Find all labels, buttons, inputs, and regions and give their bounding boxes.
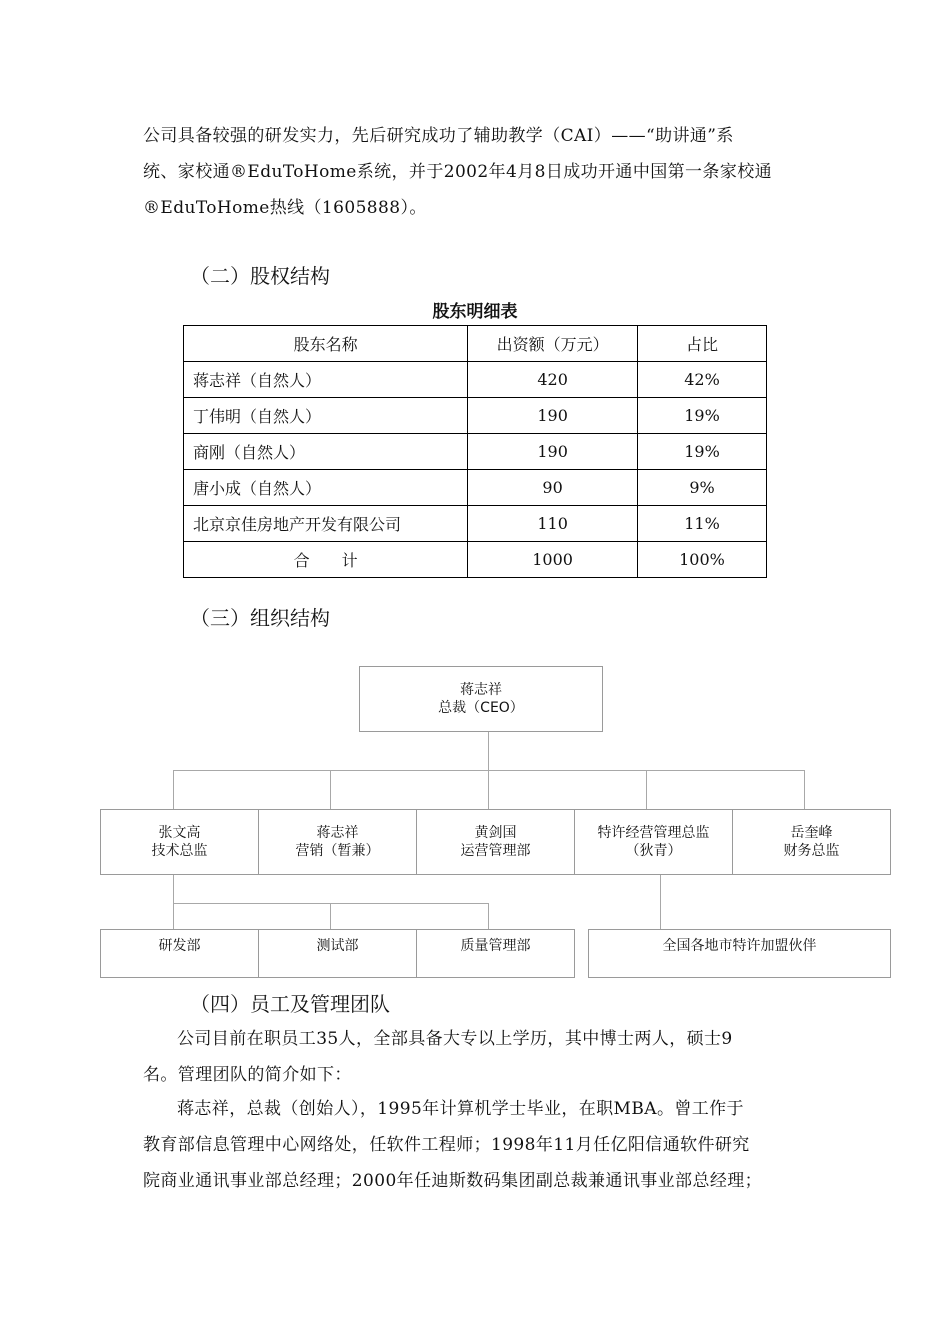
org-box-label: 研发部 xyxy=(158,938,201,954)
table-title: 股东明细表 xyxy=(432,302,518,322)
shareholder-name: 唐小成（自然人） xyxy=(184,470,468,506)
connector-line xyxy=(330,903,331,929)
column-header-ratio: 占比 xyxy=(638,326,767,362)
shareholder-ratio: 42% xyxy=(638,362,767,398)
shareholder-amount: 420 xyxy=(468,362,638,398)
shareholder-name: 商刚（自然人） xyxy=(184,434,468,470)
shareholder-amount: 90 xyxy=(468,470,638,506)
table-total-row xyxy=(184,542,767,578)
intro-line-2: 统、家校通®EduToHome系统，并于2002年4月8日成功开通中国第一条家校通 xyxy=(143,162,773,182)
table-row xyxy=(184,470,767,506)
connector-line xyxy=(173,770,805,771)
total-ratio: 100% xyxy=(638,542,767,578)
table-header-row xyxy=(184,326,767,362)
shareholder-name: 蒋志祥（自然人） xyxy=(184,362,468,398)
connector-line xyxy=(488,731,489,770)
org-box-name: 岳奎峰 xyxy=(790,825,833,841)
column-header-name: 股东名称 xyxy=(184,326,468,362)
connector-line xyxy=(804,770,805,809)
team-p1-line-2: 名。管理团队的简介如下： xyxy=(143,1065,352,1085)
team-paragraph-1 xyxy=(143,1021,815,1093)
org-box-name: 蒋志祥 xyxy=(460,682,502,698)
connector-line xyxy=(488,903,489,929)
connector-line xyxy=(173,903,489,904)
org-box-level2 xyxy=(100,809,259,875)
total-amount: 1000 xyxy=(468,542,638,578)
shareholder-name: 北京京佳房地产开发有限公司 xyxy=(184,506,468,542)
table-row xyxy=(184,506,767,542)
connector-line xyxy=(646,770,647,809)
shareholder-amount: 190 xyxy=(468,398,638,434)
org-box-level2 xyxy=(574,809,733,875)
org-box-level2 xyxy=(416,809,575,875)
table-row xyxy=(184,398,767,434)
connector-line xyxy=(173,874,174,929)
shareholder-table xyxy=(183,325,767,578)
org-box-title: 营销（暂兼） xyxy=(295,843,380,859)
intro-line-3: ®EduToHome热线（1605888）。 xyxy=(143,198,427,218)
team-p2-line-1: 蒋志祥，总裁（创始人），1995年计算机学士毕业，在职MBA。曾工作于 xyxy=(177,1099,744,1119)
org-box-name: 张文高 xyxy=(158,825,201,841)
shareholder-ratio: 9% xyxy=(638,470,767,506)
shareholder-ratio: 19% xyxy=(638,434,767,470)
org-box-label: 测试部 xyxy=(316,938,359,954)
org-box-dept xyxy=(416,929,575,978)
org-box-title: 财务总监 xyxy=(783,843,840,859)
team-p1-line-1: 公司目前在职员工35人，全部具备大专以上学历，其中博士两人，硕士9 xyxy=(177,1029,733,1049)
org-box-level2 xyxy=(732,809,891,875)
team-paragraph-2 xyxy=(143,1091,815,1199)
shareholder-amount: 110 xyxy=(468,506,638,542)
org-box-franchise xyxy=(588,929,891,978)
connector-line xyxy=(330,770,331,809)
org-box-title: 运营管理部 xyxy=(460,843,531,859)
connector-line xyxy=(488,770,489,809)
shareholder-ratio: 11% xyxy=(638,506,767,542)
org-box-name: 黄剑国 xyxy=(474,825,517,841)
org-box-name: 特许经营管理总监 xyxy=(597,825,710,841)
table-row xyxy=(184,362,767,398)
org-box-level2 xyxy=(258,809,417,875)
shareholder-amount: 190 xyxy=(468,434,638,470)
total-label: 合 计 xyxy=(184,542,468,578)
org-box-label: 全国各地市特许加盟伙伴 xyxy=(662,938,817,954)
org-box-title: 总裁（CEO） xyxy=(438,700,524,716)
section-heading-team: （四）员工及管理团队 xyxy=(190,992,390,1016)
org-box-dept xyxy=(258,929,417,978)
shareholder-ratio: 19% xyxy=(638,398,767,434)
intro-paragraph xyxy=(143,118,815,226)
table-row xyxy=(184,434,767,470)
intro-line-1: 公司具备较强的研发实力，先后研究成功了辅助教学（CAI）——“助讲通”系 xyxy=(143,126,734,146)
column-header-amount: 出资额（万元） xyxy=(468,326,638,362)
section-heading-organization: （三）组织结构 xyxy=(190,606,330,630)
org-box-name: 蒋志祥 xyxy=(316,825,359,841)
org-box-ceo xyxy=(359,666,603,732)
org-box-title: 技术总监 xyxy=(151,843,208,859)
section-heading-equity: （二）股权结构 xyxy=(190,264,330,288)
connector-line xyxy=(660,874,661,929)
org-box-title: （狄青） xyxy=(625,843,682,859)
team-p2-line-2: 教育部信息管理中心网络处，任软件工程师；1998年11月任亿阳信通软件研究 xyxy=(143,1135,750,1155)
shareholder-name: 丁伟明（自然人） xyxy=(184,398,468,434)
org-box-label: 质量管理部 xyxy=(460,938,531,954)
team-p2-line-3: 院商业通讯事业部总经理；2000年任迪斯数码集团副总裁兼通讯事业部总经理； xyxy=(143,1171,763,1191)
connector-line xyxy=(173,770,174,809)
org-box-dept xyxy=(100,929,259,978)
